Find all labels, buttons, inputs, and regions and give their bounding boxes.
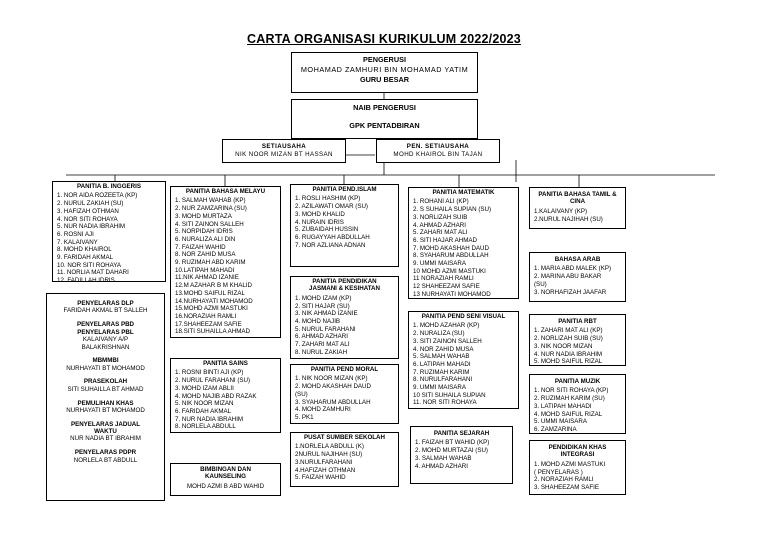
member-item: 8. NOR ZAHID MUSA	[175, 251, 236, 259]
pusat-sumber-box	[290, 432, 399, 487]
pendidikan-khas-list	[530, 461, 625, 492]
panitia-moral-title: PANITIA PEND MORAL	[310, 366, 379, 373]
panitia-jasmani-list	[291, 295, 398, 357]
member-item: 6. FARIDAH AKMAL	[175, 407, 232, 415]
member-item: 7. FAIZAH WAHID	[175, 243, 226, 251]
penyelaras-section	[47, 449, 164, 464]
penyelaras-title: PRASEKOLAH	[83, 378, 128, 386]
member-item: 6. RUGAYYAH ABDULLAH	[295, 233, 370, 241]
panitia-islam-box	[290, 184, 399, 267]
penyelaras-sections	[47, 300, 164, 464]
penyelaras-section	[47, 321, 164, 351]
member-item: 10. NOR SITI ROHAYA	[57, 261, 122, 269]
panitia-tamil-box	[529, 187, 626, 229]
bahasa-arab-title: BAHASA ARAB	[554, 256, 601, 263]
panitia-inggeris-title: PANITIA B. INGGERIS	[77, 183, 141, 190]
member-item: 3. SALMAH WAHAB	[415, 454, 472, 462]
panitia-moral-box	[290, 364, 399, 424]
member-item: 3. NIK NOOR MIZAN	[534, 342, 593, 350]
member-item: 5. NIK NOOR MIZAN	[175, 400, 234, 408]
pengerusi-box	[291, 52, 478, 93]
member-item: 2. AZILAWATI OMAR (SU)	[295, 203, 368, 211]
member-item: 5. NUR NADIA IBRAHIM	[57, 223, 126, 231]
pusat-sumber-title: PUSAT SUMBER SEKOLAH	[303, 434, 385, 441]
member-item: 5. ZAHARI MAT ALI	[413, 229, 468, 237]
member-item: 3. NORLIZAH SUIB	[413, 213, 468, 221]
member-item: 18.SITI SUHAILLA AHMAD	[175, 328, 250, 336]
member-item: 9. FARIDAH AKMAL	[57, 254, 114, 262]
member-item: 3. MOHD KHALID	[295, 210, 345, 218]
panitia-seni-title: PANITIA PEND SENI VISUAL	[421, 313, 506, 320]
member-item: 2. NUR ZAMZARINA (SU)	[175, 205, 247, 213]
naib-pengerusi-box	[291, 99, 478, 139]
member-item: 2. NORAZIAH RAMLI	[534, 476, 594, 484]
pengerusi-name: MOHAMAD ZAMHURI BIN MOHAMAD YATIM	[300, 65, 469, 74]
panitia-jasmani-title: PANITIA PENDIDIKAN JASMANI & KESIHATAN	[309, 278, 380, 293]
member-item: 11. NOR SITI ROHAYA	[413, 399, 477, 407]
member-item: 8. NURULFARAHANI	[413, 376, 473, 384]
member-item: 6. ROSNI AJI	[57, 230, 94, 238]
penyelaras-name: NORLELA BT ABDULL	[73, 456, 138, 464]
penyelaras-section	[47, 300, 164, 315]
member-item: 6. NURALIZA ALI DIN	[175, 235, 236, 243]
member-item: 5. PK1	[295, 413, 314, 421]
member-item: 1. NOR SITI ROHAYA (KP)	[534, 387, 609, 395]
member-item: 5. NURUL FARAHANI	[295, 325, 356, 333]
member-item: (SU)	[295, 390, 308, 398]
member-item: 4. NOR SITI ROHAYA	[57, 215, 118, 223]
pendidikan-khas-title: PENDIDIKAN KHAS INTEGRASI	[548, 444, 607, 459]
member-item: 13.MOHD SAIFUL RIZAL	[175, 289, 245, 297]
panitia-melayu-list	[171, 197, 280, 336]
member-item: 1. MOHD AZAHAR (KP)	[413, 322, 480, 330]
penyelaras-section	[47, 378, 164, 393]
member-item: 3. SYAHARUM ABDULLAH	[295, 398, 371, 406]
member-item: (SU)	[534, 280, 547, 288]
member-item: 7. ZAHARI MAT ALI	[295, 341, 350, 349]
member-item: 8. NURUL ZAKIAH	[295, 348, 348, 356]
panitia-seni-list	[409, 322, 518, 407]
member-item: 4. NUR NADIA IBRAHIM	[534, 350, 603, 358]
panitia-matematik-list	[409, 198, 518, 298]
member-item: 5. NORPIDAH IDRIS	[175, 228, 233, 236]
panitia-rbt-box	[529, 314, 626, 366]
member-item: 1. SALMAH WAHAB (KP)	[175, 197, 246, 205]
member-item: 4. MOHD NAJIB	[295, 317, 341, 325]
panitia-muzik-list	[530, 387, 625, 433]
member-item: 14.NURHAYATI MOHAMOD	[175, 297, 253, 305]
member-item: 3. MOHD MURTAZA	[175, 212, 232, 220]
panitia-jasmani-box	[290, 276, 399, 359]
member-item: 11.NIK AHMAD IZANIE	[175, 274, 239, 282]
penyelaras-title: PENYELARAS JADUAL WAKTU	[70, 420, 141, 436]
member-item: 1. NOR AIDA ROZEETA (KP)	[57, 192, 138, 200]
member-item: 1. ROSNI BINTI AJI (KP)	[175, 369, 244, 377]
penyelaras-name: SITI SUHAILLA BT AHMAD	[67, 385, 144, 393]
chart-title: CARTA ORGANISASI KURIKULUM 2022/2023	[247, 32, 521, 46]
pendidikan-khas-box	[529, 440, 626, 495]
member-item: 8. MOHD KHAIROL	[57, 246, 112, 254]
panitia-inggeris-box	[52, 181, 166, 285]
panitia-sains-box	[170, 358, 281, 433]
member-item: 5. UMMI MAISARA	[534, 418, 587, 426]
member-item: 9. RUZIMAH ABD KARIM	[175, 259, 246, 267]
member-item: 4. MOHD NAJIB ABD RAZAK	[175, 392, 257, 400]
member-item: 8. SYAHARUM ABDULLAH	[413, 252, 489, 260]
bimbingan-title: BIMBINGAN DAN KAUNSELING	[200, 466, 251, 481]
member-item: 4. NOR ZAHID MUSA	[413, 345, 474, 353]
bahasa-arab-list	[530, 265, 625, 296]
member-item: 2. NURUL ZAKIAH (SU)	[57, 200, 124, 208]
member-item: 1.NORLELA ABDULL (K)	[295, 443, 364, 451]
member-item: 11. NORLIA MAT DAHARI	[57, 269, 129, 277]
member-item: 3. LATIPAH MAHADI	[534, 402, 592, 410]
setiausaha-box	[222, 139, 346, 163]
naib-pengerusi-title: NAIB PENGERUSI	[353, 103, 416, 112]
member-item: 4. AHMAD AZHARI	[413, 221, 466, 229]
member-item: 7. RUZIMAH KARIM	[413, 368, 470, 376]
member-item: 2. NURALIZA (SU)	[413, 330, 465, 338]
member-item: ( PENYELARAS )	[534, 468, 583, 476]
penyelaras-name: BALAKRISHNAN	[81, 343, 130, 351]
member-item: 1.KALAIVANY (KP)	[534, 207, 588, 215]
member-item: 5. MOHD SAIFUL RIZAL	[534, 358, 603, 366]
panitia-tamil-list	[530, 208, 625, 223]
member-item: 3. SITI ZAINON SALLEH	[413, 337, 482, 345]
penyelaras-title: PENYELARAS DLP	[77, 300, 134, 307]
penyelaras-name: NURHAYATI BT MOHAMOD	[66, 364, 145, 372]
panitia-islam-list	[291, 195, 398, 249]
panitia-muzik-title: PANITIA MUZIK	[554, 378, 601, 385]
panitia-sejarah-title: PANITIA SEJARAH	[433, 430, 490, 437]
member-item: 3. NIK AHMAD IZANIE	[295, 310, 358, 318]
pen-setiausaha-box	[376, 139, 500, 163]
member-item: 1. ROHANI ALI (KP)	[413, 198, 469, 206]
panitia-sejarah-box	[410, 426, 513, 484]
pen-setiausaha-name: MOHD KHAIROL BIN TAJAN	[393, 150, 483, 158]
panitia-tamil-title: PANITIA BAHASA TAMIL & CINA	[538, 191, 617, 206]
member-item: 4. NURAIN IDRIS	[295, 218, 344, 226]
member-item: 2. NURUL FARAHANI (SU)	[175, 377, 251, 385]
member-item: 12. FADILLAH IDRIS	[57, 277, 115, 285]
panitia-moral-list	[291, 375, 398, 421]
panitia-sains-list	[171, 369, 280, 431]
panitia-melayu-title: PANITIA BAHASA MELAYU	[185, 188, 266, 195]
member-item: 7. MOHD AKASHAH DAUD	[413, 244, 489, 252]
member-item: 2. MARINA ABU BAKAR	[534, 273, 602, 281]
member-item: 3. NORHAFIZAH JAAFAR	[534, 288, 607, 296]
panitia-melayu-box	[170, 186, 281, 338]
penyelaras-section	[47, 357, 164, 372]
member-item: 17.SHAHEEZAM SAFIE	[175, 320, 242, 328]
member-item: 2. NORLIZAH SUIB (SU)	[534, 335, 603, 343]
member-item: 1. NIK NOOR MIZAN (KP)	[295, 375, 368, 383]
member-item: 10 MOHD AZMI MASTUKI	[413, 267, 486, 275]
member-item: 10.LATIPAH MAHADI	[175, 266, 235, 274]
member-item: 7. KALAIVANY	[57, 238, 98, 246]
member-item: 1. MOHD IZAM (KP)	[295, 294, 352, 302]
panitia-sains-title: PANITIA SAINS	[203, 360, 248, 367]
member-item: 13 NURHAYATI MOHAMOD	[413, 290, 491, 298]
panitia-rbt-title: PANITIA RBT	[558, 318, 597, 325]
member-item: 4. MOHD SAIFUL RIZAL	[534, 410, 603, 418]
member-item: 2. SITI HAJAR (SU)	[295, 302, 350, 310]
member-item: 6. LATIPAH MAHADI	[413, 360, 471, 368]
member-item: 7. NOR AZLIANA ADNAN	[295, 241, 366, 249]
member-item: 9. UMMI MAISARA	[413, 384, 466, 392]
panitia-seni-box	[408, 311, 519, 409]
member-item: 1. ROSLI HASHIM (KP)	[295, 195, 361, 203]
member-item: 2. MOHD MURTAZAI (SU)	[415, 447, 488, 455]
member-item: 3. SHAHEEZAM SAFIE	[534, 483, 599, 491]
pengerusi-title: PENGERUSI	[363, 55, 406, 64]
member-item: 3. HAFIZAH OTHMAN	[57, 207, 119, 215]
penyelaras-title: MBMMBI	[92, 357, 119, 365]
member-item: 15.MOHD AZMI MASTUKI	[175, 305, 248, 313]
panitia-islam-title: PANITIA PEND.ISLAM	[312, 186, 377, 193]
panitia-matematik-title: PANITIA MATEMATIK	[432, 189, 495, 196]
penyelaras-name: NUR NADIA BT IBRAHIM	[70, 435, 141, 443]
penyelaras-title: PENYELARAS PDPR	[74, 449, 137, 457]
setiausaha-title: SETIAUSAHA	[261, 143, 307, 150]
penyelaras-name: NURHAYATI BT MOHAMOD	[66, 406, 145, 414]
penyelaras-section	[47, 421, 164, 444]
member-item: 5. SALMAH WAHAB	[413, 353, 470, 361]
bimbingan-name: MOHD AZMI B ABD WAHID	[186, 482, 265, 490]
panitia-inggeris-list	[53, 192, 165, 284]
member-item: 2. S SUHAILA SUPIAN (SU)	[413, 206, 492, 214]
member-item: 2NURUL NAJIHAH (SU)	[295, 451, 363, 459]
member-item: 3. MOHD IZAM ABLII	[175, 384, 234, 392]
member-item: 10 SITI SUHAILA SUPIAN	[413, 391, 486, 399]
bimbingan-box	[170, 463, 281, 496]
member-item: 2.NURUL NAJIHAH (SU)	[534, 215, 603, 223]
pusat-sumber-list	[291, 443, 398, 482]
member-item: 3.NURULFARAHANI	[295, 458, 353, 466]
member-item: 12.M AZAHAR B M KHALID	[175, 282, 253, 290]
pen-setiausaha-title: PEN. SETIAUSAHA	[406, 143, 470, 150]
panitia-sejarah-list	[411, 439, 512, 470]
penyelaras-name: KALAIVANY A/P	[82, 335, 129, 343]
panitia-matematik-box	[408, 187, 519, 299]
penyelaras-title: PENYELARAS PBD PENYELARAS PBL	[76, 321, 135, 336]
member-item: 1. ZAHARI MAT ALI (KP)	[534, 327, 603, 335]
member-item: 1. MOHD AZMI MASTUKI	[534, 460, 606, 468]
penyelaras-name: FARIDAH AKMAL BT SALLEH	[63, 307, 148, 315]
member-item: 4. MOHD ZAMHURI	[295, 406, 351, 414]
member-item: 2. RUZIMAH KARIM (SU)	[534, 395, 605, 403]
member-item: 4. SITI ZAINON SALLEH	[175, 220, 244, 228]
member-item: 5. FAIZAH WAHID	[295, 474, 346, 482]
member-item: 1. MARIA ABD MALEK (KP)	[534, 265, 612, 273]
member-item: 1. FAIZAH BT WAHID (KP)	[415, 439, 490, 447]
member-item: 11 NORAZIAH RAMLI	[413, 275, 474, 283]
penyelaras-title: PEMULIHAN KHAS	[77, 399, 134, 407]
member-item: 16.NORAZIAH RAMLI	[175, 312, 237, 320]
penyelaras-box	[46, 293, 165, 501]
member-item: 6. ZAMZARINA	[534, 425, 577, 433]
bahasa-arab-box	[529, 252, 626, 302]
member-item: 12 SHAHEEZAM SAFIE	[413, 283, 480, 291]
member-item: 6. AHMAD AZHARI	[295, 333, 348, 341]
naib-pengerusi-role: GPK PENTADBIRAN	[349, 121, 420, 130]
member-item: 4.HAFIZAH OTHMAN	[295, 466, 356, 474]
member-item: 2. MOHD AKASHAH DAUD	[295, 383, 371, 391]
pengerusi-role: GURU BESAR	[359, 75, 410, 84]
member-item: 4. AHMAD AZHARI	[415, 462, 468, 470]
member-item: 9. UMMI MAISARA	[413, 260, 466, 268]
member-item: 8. NORLELA ABDULL	[175, 423, 236, 431]
member-item: 7. NUR NADIA IBRAHIM	[175, 415, 244, 423]
panitia-muzik-box	[529, 374, 626, 434]
panitia-rbt-list	[530, 327, 625, 366]
member-item: 6. SITI HAJAR AHMAD	[413, 236, 477, 244]
setiausaha-name: NIK NOOR MIZAN BT HASSAN	[235, 150, 333, 158]
penyelaras-section	[47, 400, 164, 415]
member-item: 5. ZUBAIDAH HUSSIN	[295, 226, 359, 234]
